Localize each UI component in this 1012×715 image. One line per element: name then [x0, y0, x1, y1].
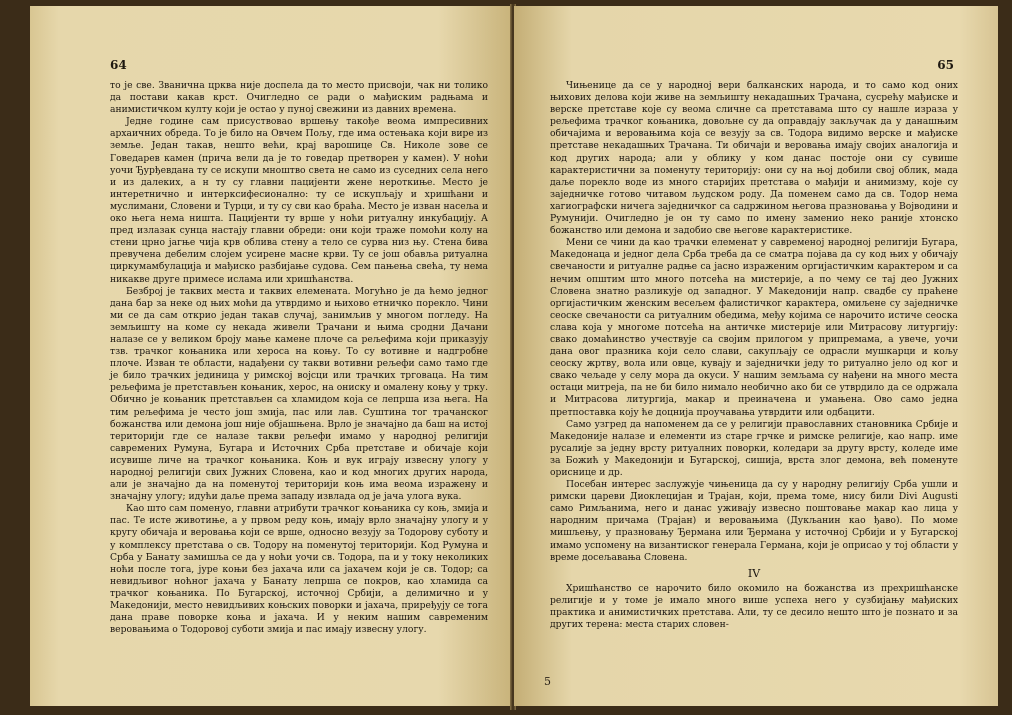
right-page — [514, 6, 998, 706]
paragraph: Као што сам поменуо, главни атрибути трачког коњаника су коњ, змија и пас. Те исте животиње, а у првом реду коњ, имају врло значајну улогу и у кругу обичаја и веровања који се врше, односно везују за Тодорову суботу и у комплексу претстава о св. Тодору на поменутој територији. Код Румуна и Срба у Банату замишља се да у ноћи уочи св. Тодора, па и у току неколиких ноћи после тога, јуре коњи без јахача или са јахачем који је св. Тодор; са невидљивог ноћног јахача у Банату лепрша се покров, као хламида са трачког коњаника. По Бугарској, источној Србији, а делимично и у Македонији, место невидљивих коњских поворки и јахача, приређују се тога дана праве поворке коња и јахача. И у неким нашим савременим веровањима о Тодоровој суботи змија и пас имају извесну улогу. — [110, 503, 488, 636]
right-page-text — [550, 80, 958, 631]
paragraph: Једне године сам присуствовао вршењу такође веома импресивних архаичних обреда. То је било на Овчем Пољу, где има остењака који вире из земље. Један такав, нешто већи, крај варошице Св. Николе зове се Говедарев камен (прича вели да је то говедар претворен у камен). У ноћи уочи Ђурђевдана ту се искупи мноштво света не само из суседних села него и из далеких, а н ту су главни пацијенти жене нероткиње. Место је интеретнично и интерксифесионално: ту се искупљају и хришћани и муслимани, Словени и Турци, и ту су сви као браћа. Место је изван насеља и око њега нема ништа. Пацијенти ту врше у ноћи ритуалну инкубацију. А пред излазак сунца настају главни обреди: они који траже помоћи колу на стени црно јагње чија крв облива стену а тело се сурва низ њу. Стена бива превучена дебелим слојем усирене масне крви. Ту се још обавља ритуална циркумамбулација и мађиско разбијање судова. Сем пањења свећа, ту нема никакве друге примесе ислама или хришћанства. — [110, 116, 488, 285]
left-page — [30, 6, 510, 706]
page-number-right: 65 — [937, 58, 954, 72]
signature-mark: 5 — [544, 675, 551, 688]
paragraph: Мени се чини да као трачки елеменат у савременој народној религији Бугара, Македонаца и једног дела Срба треба да се сматра појава да су код њих у обичају свечаности и ритуалне радње са јасно израженим оргијастичким карактером и са нечим општим што много потсећа на мистерије, а по чему се тај део Јужних Словена знатно разликује од западног. У Македонији напр. свадбе су праћене оргијастичким женским весељем фалистичког карактера, омиљене су заједничке сеоске свечаности са ритуалним обедима, међу којима се нарочито истиче сеоска слава која у многоме потсећа на античке мистерије или Митрасову литургију: свако домаћинство учествује са својим прилогом у припремама, а увече, уочи дана овог празника који село слави, сакупљају се одрасли мушкарци и кољу сеоску жртву, вола или овце, кувају и заједнички једу то ритуално јело од ког и свако чељаде у селу мора да окуси. У нашим земљама су нађени на много места остаци митреја, па не би било нимало необично ако би се утврдило да се одржала и Митрасова литургија, макар и преиначена и умањена. Ово само једна претпоставка коју ће доцнија проучавања утврдити или одбацити. — [550, 237, 958, 418]
paragraph: Хришћанство се нарочито било окомило на божанства из прехришћанске религије и у томе је имало много више успеха него у сузбијању мађиских практика и анимистичких претстава. Али, ту се десило нешто што је познато и за других терена: места старих словен- — [550, 582, 958, 631]
paragraph: Чињенице да се у народној вери балканских народа, и то само код оних њихових делова који живе на земљишту некадашњих Трачана, сусрећу мађиске и верске претставе које су веома сличне са претставама што су нашле израза у рељефима трачког коњаника, довољне су да оправдају закључак да у данашњим обичајима и веровањима која се везују за св. Тодора видимо верске и мађиске претставе некадашњих Трачана. Ти обичаји и веровања имају својих аналогија и код других народа; али у облику у ком данас постоје они су сувише карактеристични за поменуту територију: они су на њој добили свој облик, мада даље порекло воде из много старијих претстава о мађији и анимизму, које су заједничке готово читавом људском роду. Да поменем само да св. Тодор нема хагиографски ничега заједничког са садржином његова празновања у Војводини и Румунији. Очигледно је он ту само по имену заменио неко раније хтонско божанство или демона и задобио све његове карактеристике. — [550, 80, 958, 237]
section-heading: IV — [747, 566, 761, 580]
paragraph: Посебан интерес заслужује чињеница да су у народну религију Срба ушли и римски цареви Диоклецијан и Трајан, који, према томе, нису били Divi Augusti само Римљанима, него и данас уживају извесно поштовање макар као лица у народним причама (Трајан) и веровањима (Дукљанин као ђаво). По моме мишљењу, у празновању Ђермана или Ђермана у источној Србији и у Бугарској имамо успомену на византиског генерала Германа, који је оприсао у тој области у време досељавања Словена. — [550, 479, 958, 563]
page-number-left: 64 — [110, 58, 127, 72]
paragraph: то је све. Званична црква није доспела да то место присвоји, чак ни толико да постави какав крст. Очигледно се ради о мађиским радњама и анимистичком култу који је остао у пуној свежини из давних времена. — [110, 80, 488, 116]
paragraph: Само узгред да напоменем да се у религији православних становника Србије и Македоније налазе и елементи из старе грчке и римске религије, као напр. име русалије за једну врсту ритуалних поворки, коледари за другу врсту, коледе име за Божић у Македонији и Бугарској, сишија, врста злог демона, већ поменуте ориснице и др. — [550, 418, 958, 478]
left-page-text — [110, 80, 488, 636]
paragraph: Безброј је таквих места и таквих елемената. Могућно је да ћемо једног дана бар за неке од њих моћи да утврдимо и њихово етничко порекло. Чини ми се да сам открио један такав случај, занимљив у многом погледу. На земљишту на коме су некада живели Трачани и њима сродни Дачани налазе се у великом броју мање камене плоче са рељефима који приказују тзв. трачког коњаника или хероса на коњу. То су вотивне и надгробне плоче. Изван те области, надађени су такви вотивни рељефи само тамо где је било трачких јединица у римској војсци или трачких трговаца. На тим рељефима је претстављен коњаник, херос, на ониску и омалену коњу у трку. Обично је коњаник претстављен са хламидом која се лепрша иза њега. На тим рељефима је често још змија, пас или лав. Суштина тог трачанског божанства или демона још није објашњена. Врло је значајно да баш на истој територији где се налазе такви рељефи имамо у народној религији савремених Румуна, Бугара и Источних Срба претставе и обичаје који исувише личе на трачког коњаника. Коњ и вук играју извесну улогу у народној религији свих Јужних Словена, као и код многих других народа, али је значајно да на поменутој територији коњ има веома изражену и значајну улогу; идући даље према западу извлада од је јача улога вука. — [110, 285, 488, 503]
